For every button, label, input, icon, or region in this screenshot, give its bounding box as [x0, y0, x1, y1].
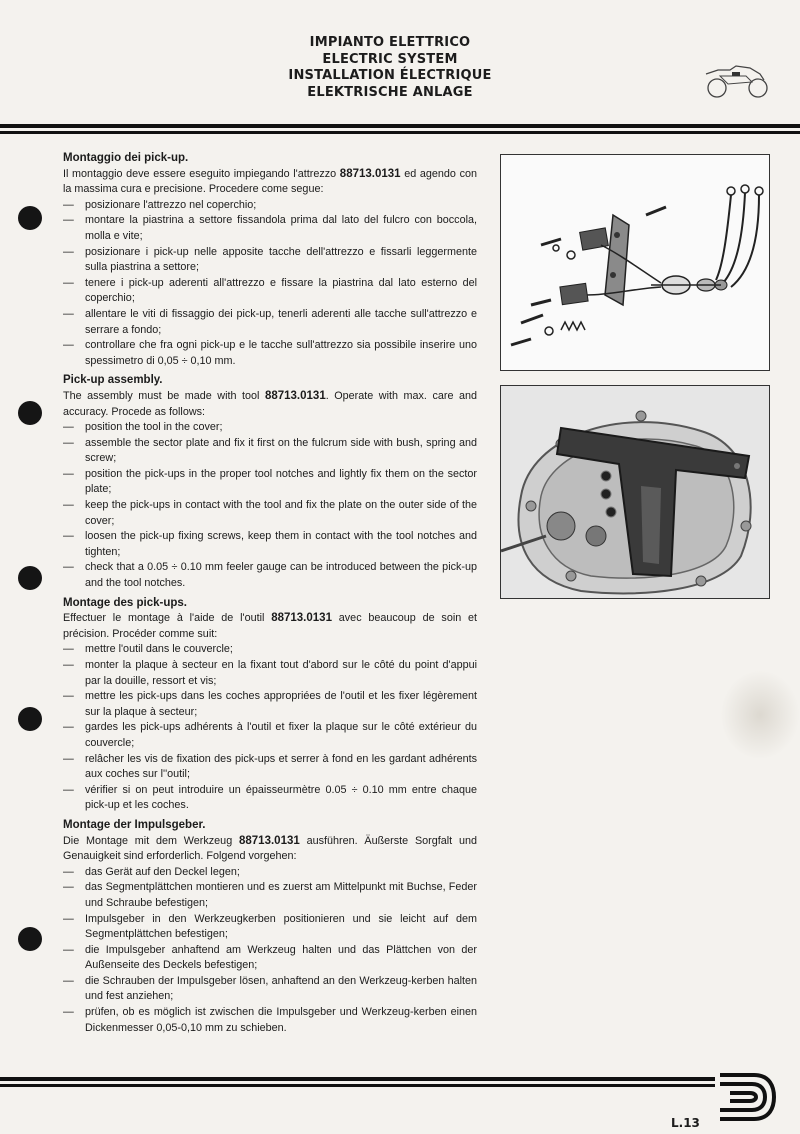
page-number: L.13 [671, 1116, 700, 1130]
list-item: — controllare che fra ogni pick-up e le tacche sull'attrezzo sia possibile inserire uno spessimetro di 0,05 ÷ 0,10 mm. [63, 338, 477, 369]
header-rule-top [0, 124, 800, 128]
header-rule-bottom [0, 131, 800, 134]
section-heading: Montaggio dei pick-up. [63, 152, 189, 164]
section-italian [63, 151, 477, 369]
instruction-text-column [63, 151, 477, 1040]
list-item: — tenere i pick-up aderenti all'attrezzo e fissare la piastrina dal lato esterno del coperchio; [63, 276, 477, 307]
section-german [63, 818, 477, 1036]
list-item: — loosen the pick-up fixing screws, keep them in contact with the tool notches and tighten; [63, 529, 477, 560]
list-item: — mettre l'outil dans le couvercle; [63, 642, 477, 658]
motorcycle-icon [700, 60, 772, 100]
section-heading: Pick-up assembly. [63, 374, 163, 387]
footer-rule-top [0, 1077, 715, 1081]
page-header-titles [230, 35, 550, 101]
section-intro: Die Montage mit dem Werkzeug 88713.0131 ausführen. Äußerste Sorgfalt und Genauigkeit sind erforderlich. Folgend vorgehen: [63, 834, 477, 863]
section-heading: Montage der Impulsgeber. [63, 818, 206, 831]
punch-hole [18, 566, 42, 590]
section-intro: Effectuer le montage à l'aide de l'outil 88713.0131 avec beaucoup de soin et précision. Procéder comme suit: [63, 612, 478, 640]
exploded-parts-icon [501, 155, 769, 370]
title-german: ELEKTRISCHE ANLAGE [307, 84, 473, 100]
footer-rule-bottom [0, 1084, 715, 1087]
tool-code: 88713.0131 [239, 834, 300, 847]
section-intro: The assembly must be made with tool 88713.0131. Operate with max. care and accuracy. Procede as follows: [63, 389, 477, 418]
list-item: — keep the pick-ups in contact with the tool and fix the plate on the outer side of the cover; [63, 498, 477, 529]
tool-code: 88713.0131 [271, 612, 332, 625]
title-italian: IMPIANTO ELETTRICO [309, 35, 471, 50]
list-item: — das Gerät auf den Deckel legen; [63, 865, 477, 881]
section-intro: Il montaggio deve essere eseguito impiegando l'attrezzo 88713.0131 ed agendo con la massima cura e precisione. Procedere come segue: [63, 167, 478, 196]
punch-hole [18, 401, 42, 425]
list-item: — check that a 0.05 ÷ 0.10 mm feeler gauge can be introduced between the pick-up and the tool notches. [63, 560, 477, 591]
list-item: — mettre les pick-ups dans les coches appropriées de l'outil et les fixer légèrement sur la plaque à secteur; [63, 689, 477, 720]
tool-code: 88713.0131 [264, 389, 326, 402]
list-item: — position the pick-ups in the proper tool notches and lightly fix them on the sector plate; [63, 467, 477, 498]
title-french: INSTALLATION ÉLECTRIQUE [288, 68, 492, 83]
list-item: — allentare le viti di fissaggio dei pick-up, tenerli aderenti alle tacche sull'attrezzo e serrare a fondo; [63, 307, 477, 338]
list-item: — position the tool in the cover; [63, 420, 477, 436]
pickup-assembly-exploded-drawing [500, 154, 770, 371]
punch-hole [18, 707, 42, 731]
section-english [63, 373, 477, 591]
tool-on-cover-photo [500, 385, 770, 599]
tool-on-cover-illustration [501, 386, 769, 598]
list-item: — vérifier si on peut introduire un épaisseurmètre 0.05 ÷ 0.10 mm entre chaque pick-up et les coches. [63, 783, 477, 814]
list-item: — das Segmentplättchen montieren und es zuerst am Mittelpunkt mit Buchse, Feder und Schraube befestigen; [63, 880, 477, 911]
list-item: — assemble the sector plate and fix it first on the fulcrum side with bush, spring and screw; [63, 436, 477, 467]
step-list [63, 420, 477, 592]
section-french [63, 596, 477, 814]
section-heading: Montage des pick-ups. [63, 596, 187, 609]
list-item: — relâcher les vis de fixation des pick-ups et serrer à fond en les gardant adhérents aux coches sur l''outil; [63, 752, 477, 783]
list-item: — die Schrauben der Impulsgeber lösen, anhaftend an den Werkzeug-kerben halten und fest anziehen; [63, 974, 477, 1005]
list-item: — posizionare i pick-up nelle apposite tacche dell'attrezzo e fissarli leggermente sulla piastrina a settore; [63, 245, 477, 276]
list-item: — Impulsgeber in den Werkzeugkerben positionieren und sie leicht auf dem Segmentplättchen befestigen; [63, 912, 477, 943]
punch-hole [18, 927, 42, 951]
ducati-d-logo-icon [716, 1071, 778, 1123]
step-list [63, 198, 477, 370]
step-list [63, 865, 477, 1037]
list-item: — montare la piastrina a settore fissandola prima dal lato del fulcro con boccola, molla e vite; [63, 213, 477, 244]
tool-code: 88713.0131 [339, 167, 401, 180]
punch-hole [18, 206, 42, 230]
list-item: — posizionare l'attrezzo nel coperchio; [63, 198, 477, 214]
list-item: — prüfen, ob es möglich ist zwischen die Impulsgeber und Werkzeug-kerben einen Dickenmesser 0,05-0,10 mm zu schieben. [63, 1005, 477, 1036]
title-english: ELECTRIC SYSTEM [322, 51, 458, 67]
list-item: — monter la plaque à secteur en la fixant tout d'abord sur le côté du point d'appui par la douille, ressort et vis; [63, 658, 477, 689]
paper-stain [720, 670, 800, 760]
list-item: — gardes les pick-ups adhérents à l'outil et fixer la plaque sur le côté extérieur du couvercle; [63, 720, 477, 751]
step-list [63, 642, 477, 814]
list-item: — die Impulsgeber anhaftend am Werkzeug halten und das Plättchen von der Außenseite des Deckels befestigen; [63, 943, 477, 974]
